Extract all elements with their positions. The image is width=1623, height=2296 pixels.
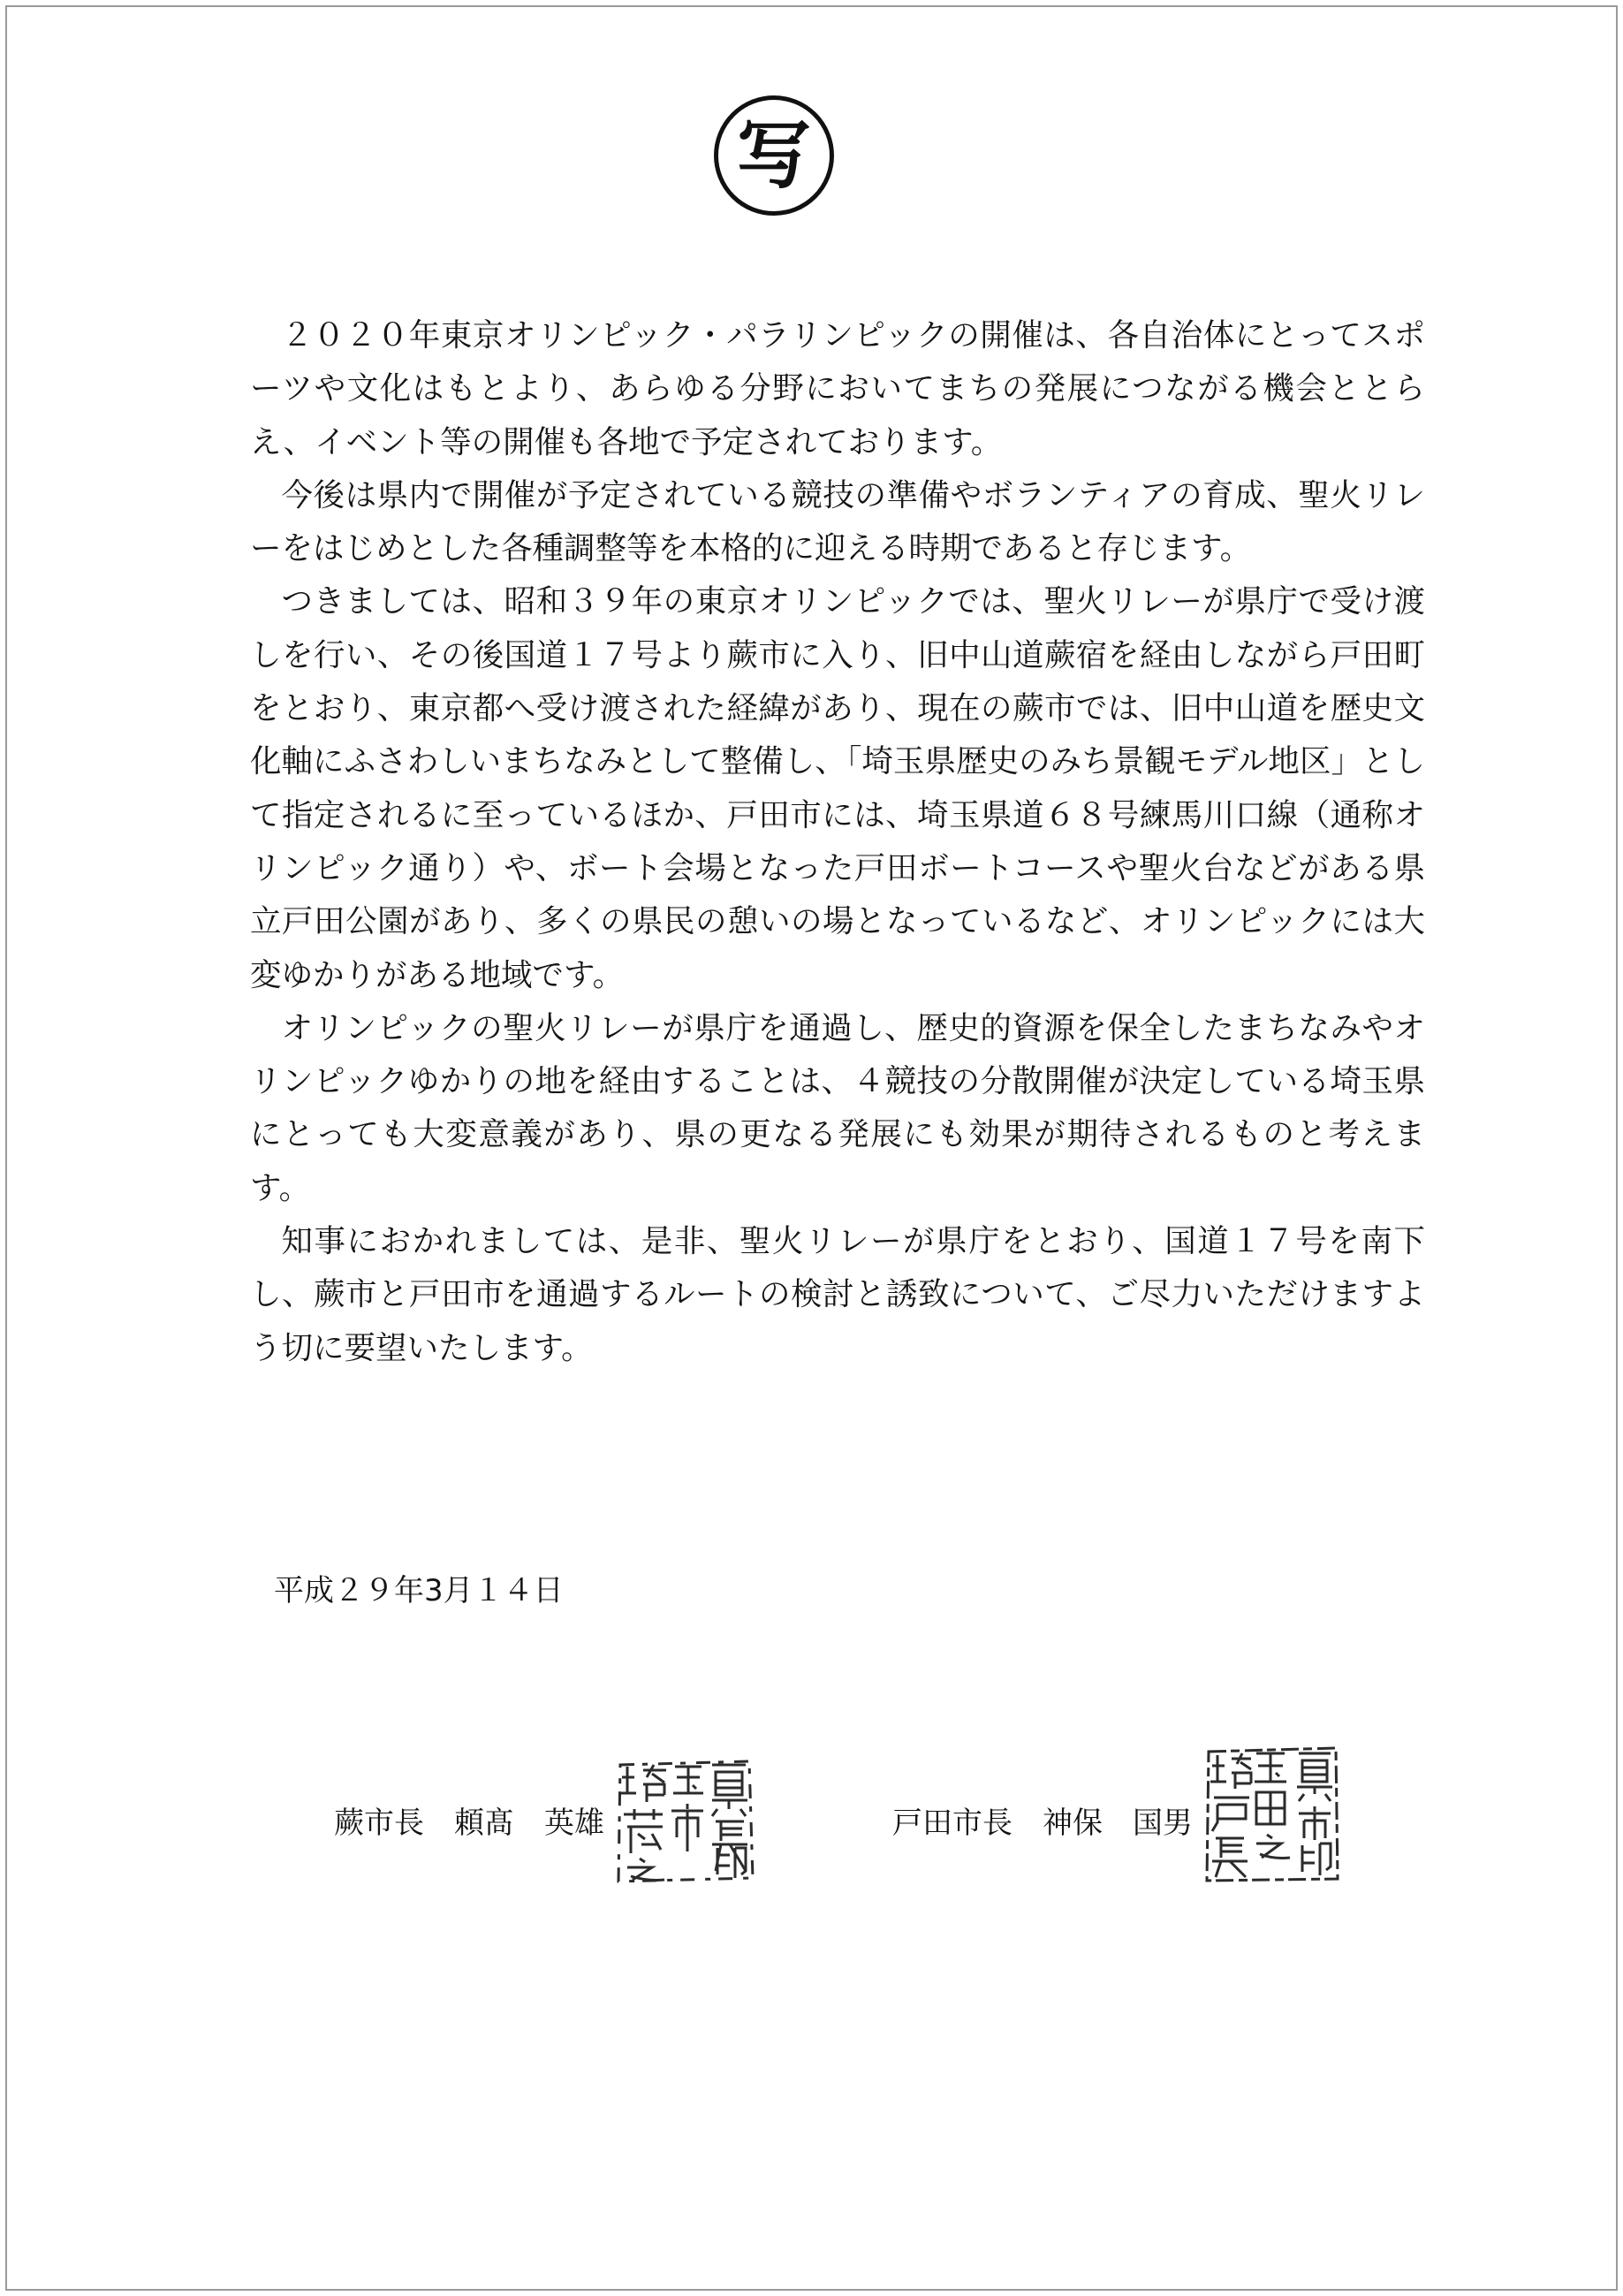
toda-mayor-seal — [1202, 1739, 1343, 1888]
paragraph-2: 今後は県内で開催が予定されている競技の準備やボランティアの育成、聖火リレーをはじめとした各種調整等を本格的に迎える時期であると存じます。 — [250, 476, 1425, 567]
paragraph-3: つきましては、昭和３９年の東京オリンピックでは、聖火リレーが県庁で受け渡しを行い、その後国道１７号より蕨市に入り、旧中山道蕨宿を経由しながら戸田町をとおり、東京都へ受け渡された経緯があり、現在の蕨市では、旧中山道を歴史文化軸にふさわしいまちなみとして整備し、「埼玉県歴史のみち景観モデル地区」として指定されるに至っているほか、戸田市には、埼玉県道６８号練馬川口線（通称オリンピック通り）や、ボート会場となった戸田ボートコースや聖火台などがある県立戸田公園があり、多くの県民の憩いの場となっているなど、オリンピックには大変ゆかりがある地域です。 — [250, 583, 1425, 993]
copy-stamp: 写 — [714, 95, 834, 216]
signature-warabi-mayor: 蕨市長 頼髙 英雄 — [334, 1806, 604, 1841]
warabi-mayor-seal — [608, 1745, 762, 1891]
letter-date: 平成２９年3月１４日 — [274, 1573, 564, 1608]
paragraph-1: ２０２０年東京オリンピック・パラリンピックの開催は、各自治体にとってスポーツや文化はもとより、あらゆる分野においてまちの発展につながる機会ととらえ、イベント等の開催も各地で予定されております。 — [250, 317, 1425, 460]
letter-body — [250, 309, 1425, 1375]
signature-toda-mayor: 戸田市長 神保 国男 — [892, 1806, 1193, 1841]
paragraph-4: オリンピックの聖火リレーが県庁を通過し、歴史的資源を保全したまちなみやオリンピックゆかりの地を経由することは、４競技の分散開催が決定している埼玉県にとっても大変意義があり、県の更なる発展にも効果が期待されるものと考えます。 — [250, 1009, 1425, 1206]
paragraph-5: 知事におかれましては、是非、聖火リレーが県庁をとおり、国道１７号を南下し、蕨市と戸田市を通過するルートの検討と誘致について、ご尽力いただけますよう切に要望いたします。 — [250, 1223, 1425, 1366]
